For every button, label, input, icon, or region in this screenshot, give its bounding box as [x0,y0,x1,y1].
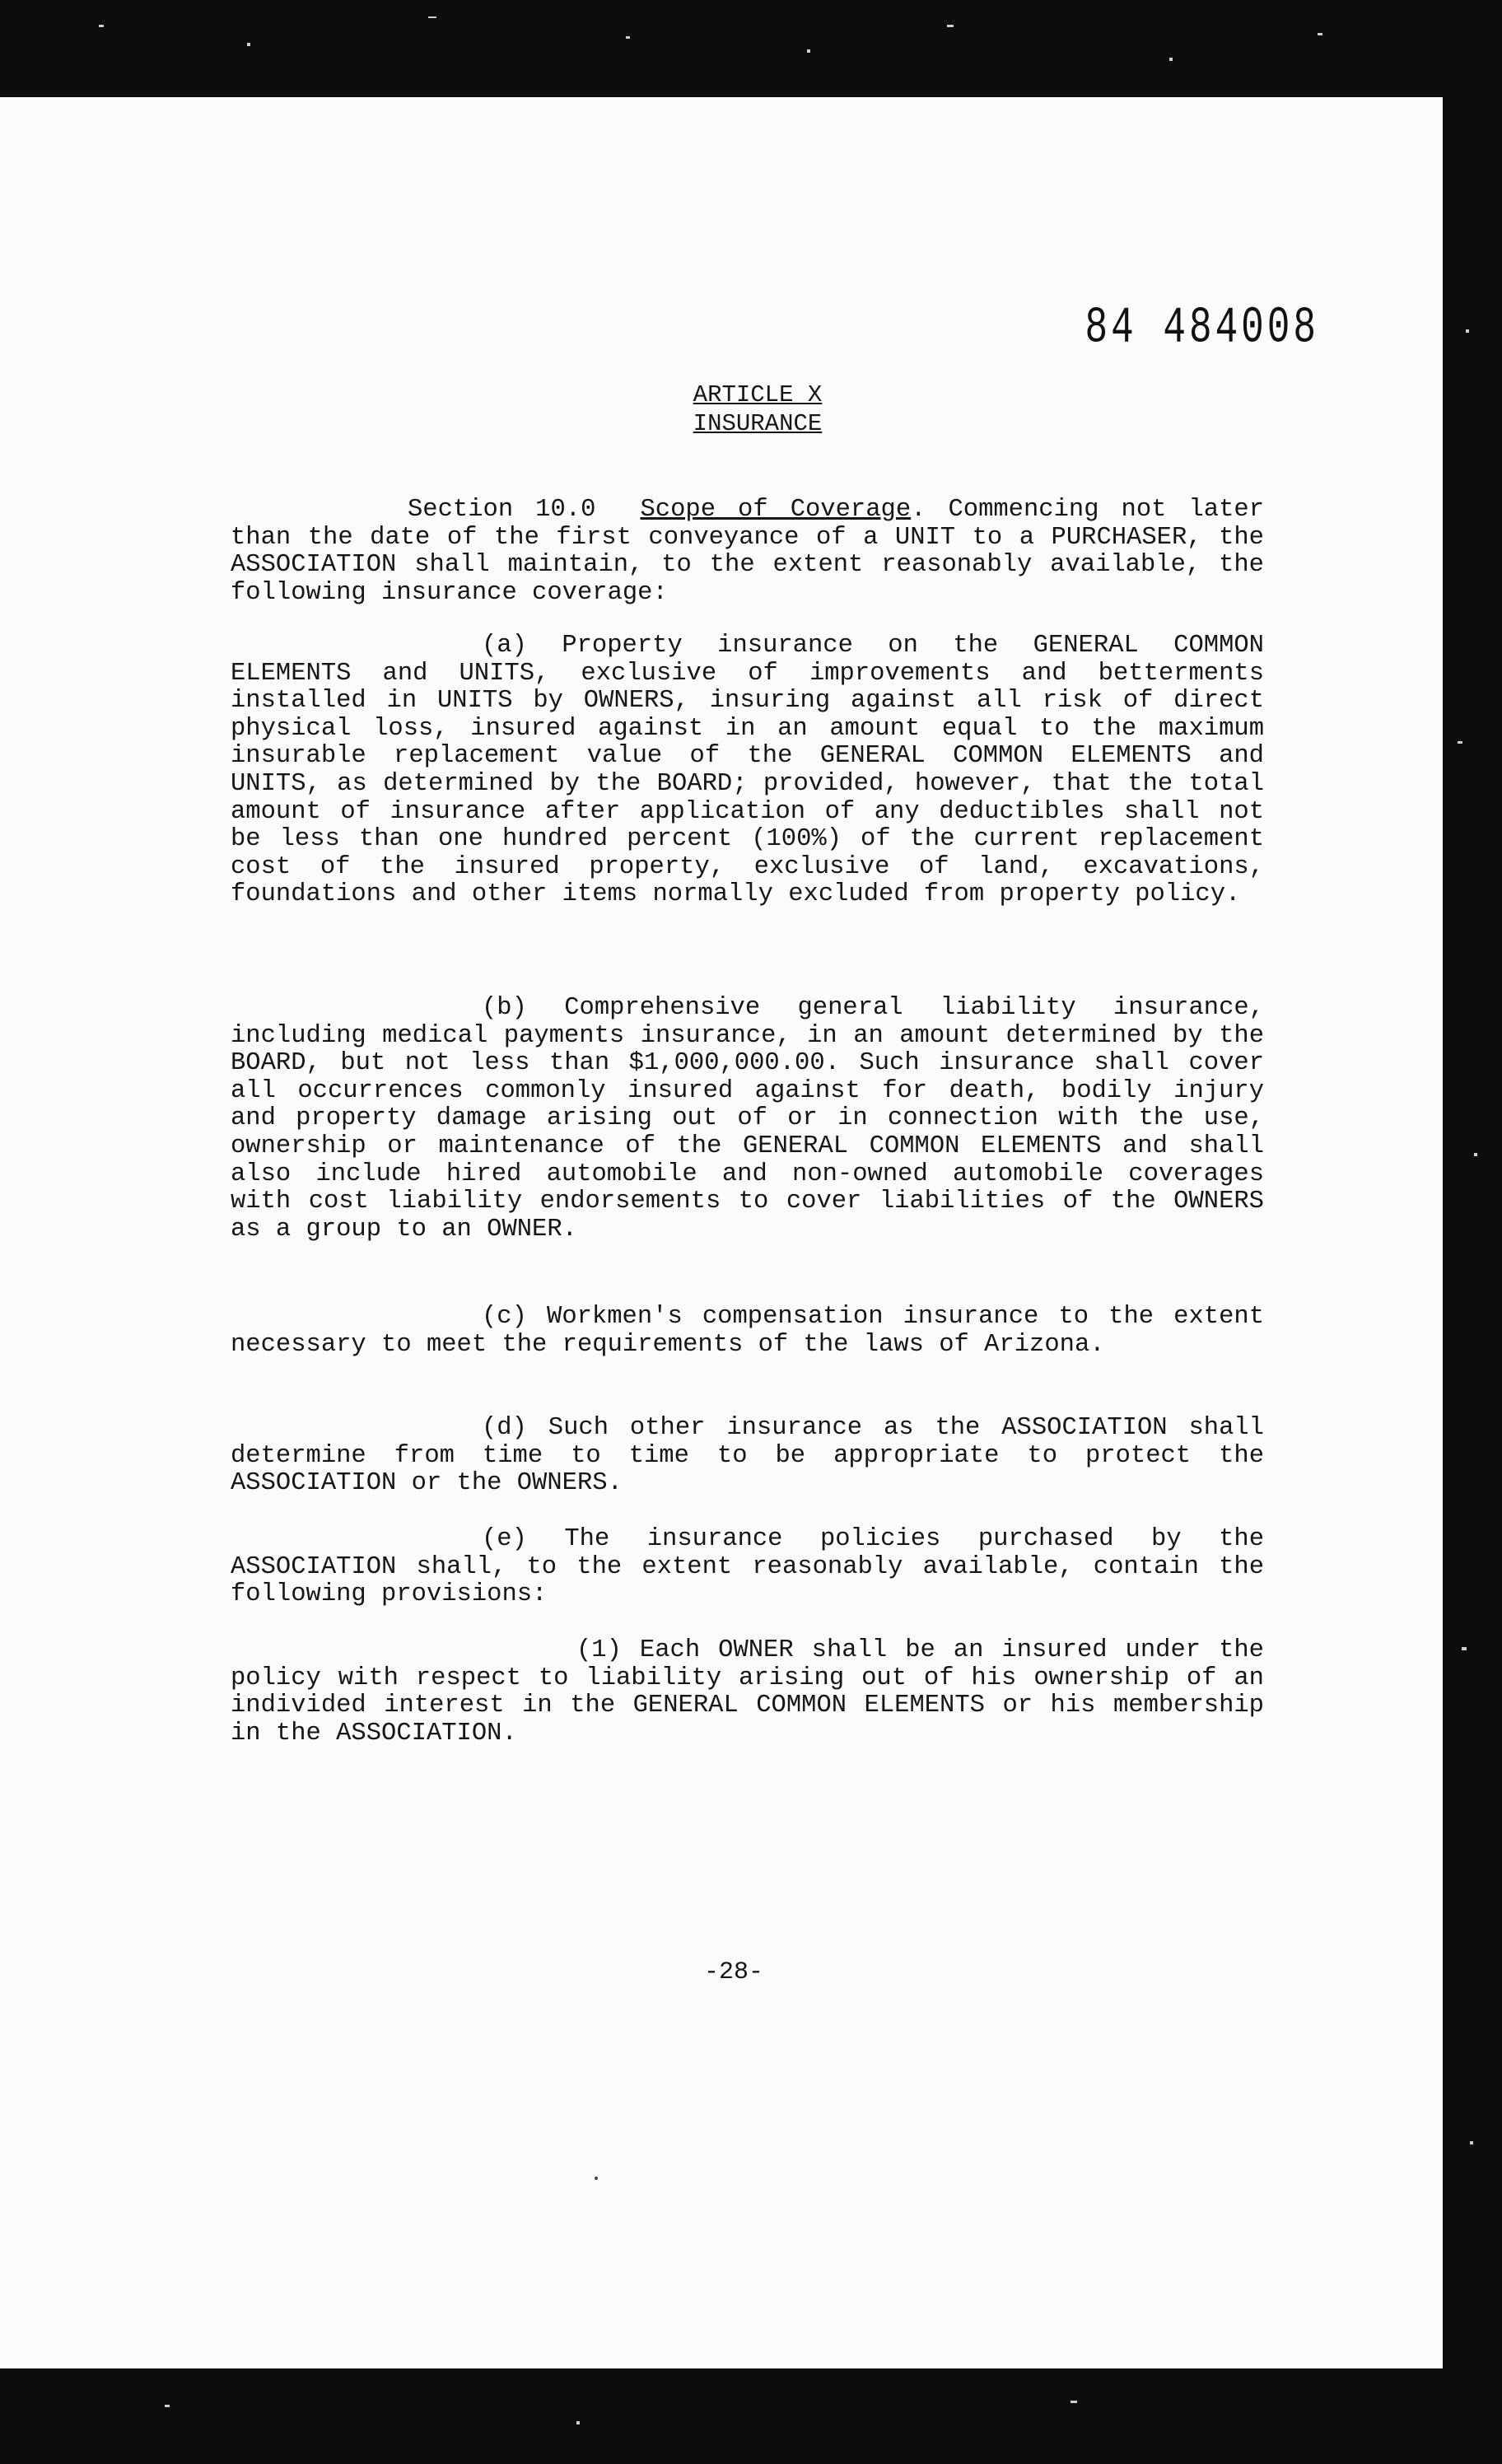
stray-mark [595,2177,598,2180]
article-subtitle: INSURANCE [693,410,823,437]
paragraph-d [231,1415,1264,1498]
paragraph-c-text: (c) Workmen's compensation insurance to the extent necessary to meet the requirements of the laws of Arizona. [231,1303,1264,1359]
paragraph-a [231,632,1264,909]
paragraph-a-text: (a) Property insurance on the GENERAL COMMON ELEMENTS and UNITS, exclusive of improvements and betterments installed in UNITS by OWNERS, insuring against all risk of direct physical loss, insured against in an amount equal to the maximum insurable replacement value of the GENERAL COMMON ELEMENTS and UNITS, as determined by the BOARD; provided, however, that the total amount of insurance after application of any deductibles shall not be less than one hundred percent (100%) of the current replacement cost of the insured property, exclusive of land, excavations, foundations and other items normally excluded from property policy. [231,632,1264,909]
section-intro [231,497,1264,607]
paragraph-e1-text: (1) Each OWNER shall be an insured under the policy with respect to liability arising out of his ownership of an individed interest in the GENERAL COMMON ELEMENTS or his membership in the ASSOCIATION. [231,1636,1264,1748]
document-number: 84 484008 [1085,299,1319,357]
paragraph-e [231,1526,1264,1609]
paragraph-c [231,1304,1264,1359]
document-page [0,97,1443,2368]
paragraph-e1 [231,1637,1264,1748]
paragraph-d-text: (d) Such other insurance as the ASSOCIATION shall determine from time to time to be appropriate to protect the ASSOCIATION or the OWNERS. [231,1414,1264,1498]
section-label: Section 10.0 [408,496,596,524]
section-heading: Scope of Coverage [640,496,912,524]
paragraph-b-text: (b) Comprehensive general liability insurance, including medical payments insurance, in an amount determined by the BOARD, but not less than $1,000,000.00. Such insurance shall cover all occurrences commonly insured against for death, bodily injury and property damage arising out of or in connection with the use, ownership or maintenance of the GENERAL COMMON ELEMENTS and shall also include hired automobile and non-owned automobile coverages with cost liability endorsements to cover liabilities of the OWNERS as a group to an OWNER. [231,994,1264,1244]
page-number: -28- [703,1958,763,1986]
paragraph-b [231,995,1264,1244]
paragraph-e-text: (e) The insurance policies purchased by the ASSOCIATION shall, to the extent reasonably available, contain the following provisions: [231,1525,1264,1609]
article-title: ARTICLE X [693,381,823,408]
section-text: . Commencing not later than the date of the first conveyance of a UNIT to a PURCHASER, the ASSOCIATION shall maintain, to the extent reasonably available, the following insurance coverage: [231,496,1265,607]
